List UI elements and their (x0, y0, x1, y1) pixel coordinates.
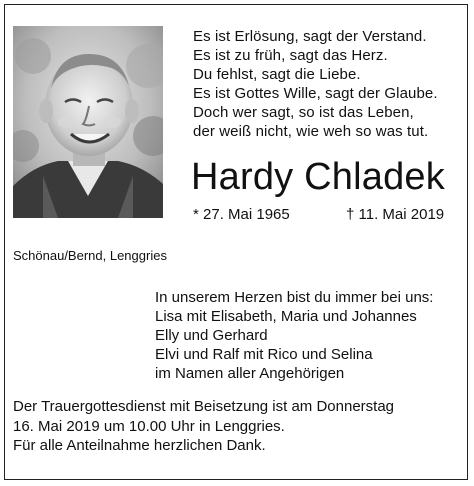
funeral-line: Für alle Anteilnahme herzlichen Dank. (13, 437, 266, 454)
poem-line: Es ist Gottes Wille, sagt der Glaube. (193, 85, 438, 102)
poem-line: Es ist Erlösung, sagt der Verstand. (193, 28, 427, 45)
death-date: † 11. Mai 2019 (346, 206, 445, 223)
funeral-line: 16. Mai 2019 um 10.00 Uhr in Lenggries. (13, 417, 285, 435)
family-line: Elvi und Ralf mit Rico und Selina (155, 346, 373, 363)
poem-line: Es ist zu früh, sagt das Herz. (193, 47, 388, 64)
funeral-line: Der Trauergottesdienst mit Beisetzung ist am Donnerstag (13, 398, 395, 415)
family-block (155, 288, 433, 383)
family-line: im Namen aller Angehörigen (155, 365, 345, 382)
family-line: In unserem Herzen bist du immer bei uns: (155, 289, 434, 306)
birth-date: * 27. Mai 1965 (193, 206, 290, 223)
poem-line: der weiß nicht, wie weh so was tut. (193, 123, 429, 140)
funeral-info (13, 397, 458, 456)
family-line: Elly und Gerhard (155, 327, 268, 344)
portrait-photo (13, 26, 163, 218)
poem-line: Doch wer sagt, so ist das Leben, (193, 104, 414, 121)
place-line: Schönau/Bernd, Lenggries (13, 248, 167, 263)
deceased-name: Hardy Chladek (191, 156, 445, 198)
poem (193, 27, 458, 141)
family-line: Lisa mit Elisabeth, Maria und Johannes (155, 308, 417, 325)
poem-line: Du fehlst, sagt die Liebe. (193, 66, 361, 83)
